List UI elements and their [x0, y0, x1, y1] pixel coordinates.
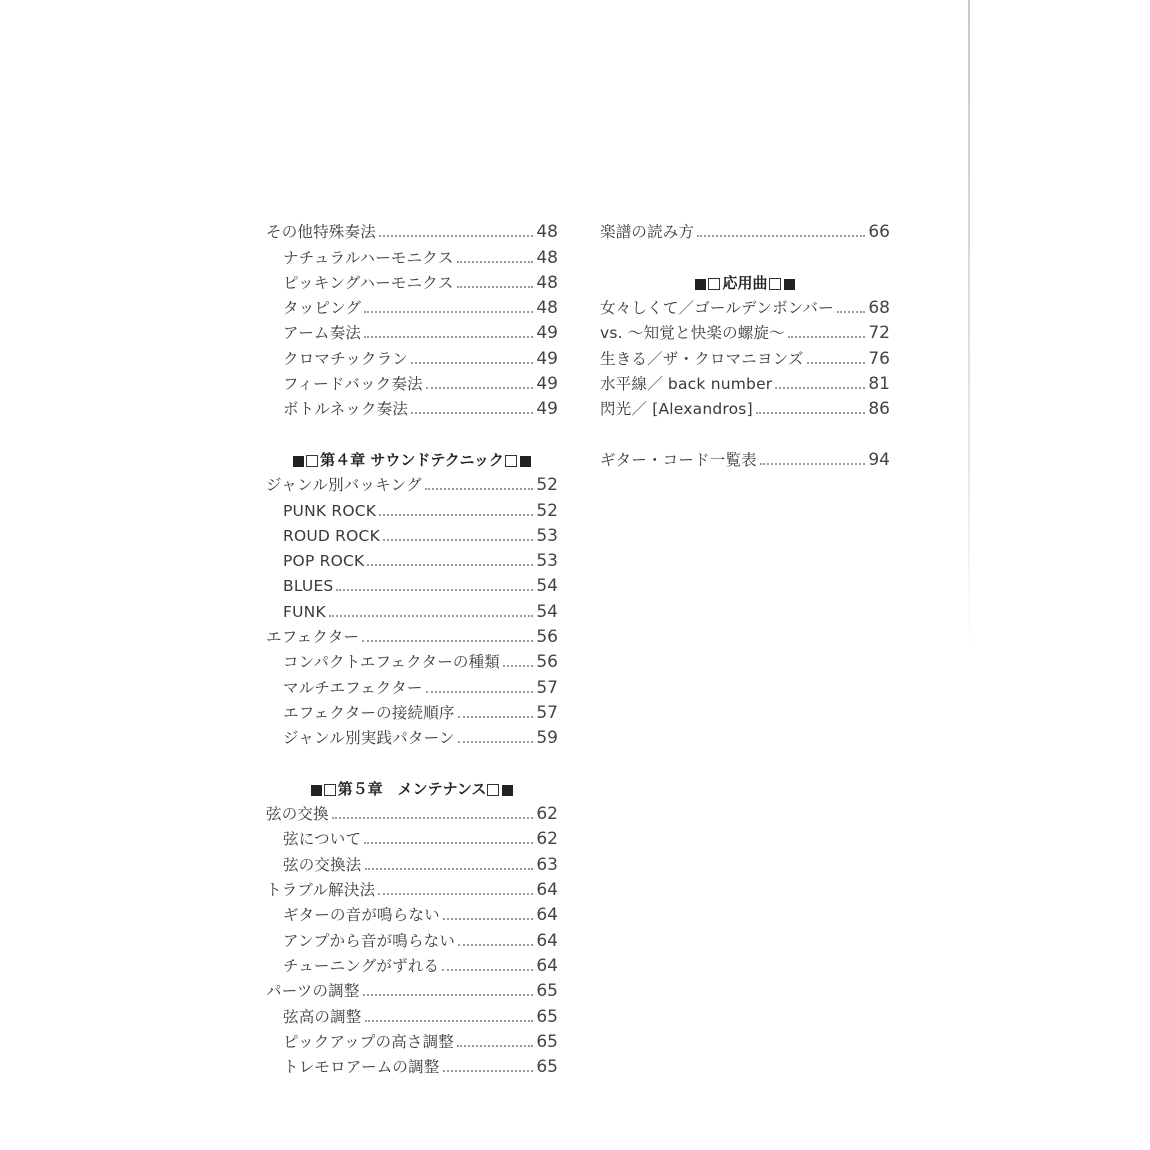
toc-entry-page-number: 56	[536, 652, 558, 673]
dot-leader	[457, 285, 534, 288]
dot-leader	[458, 715, 534, 718]
black-square-icon	[293, 456, 304, 467]
dot-leader	[457, 1044, 533, 1047]
dot-leader	[807, 361, 866, 364]
dot-leader	[426, 386, 534, 389]
toc-entry-title: FUNK	[283, 602, 326, 621]
toc-entry-page-number: 76	[868, 348, 890, 369]
toc-entry	[266, 698, 558, 723]
toc-entry-page-number: 81	[868, 374, 890, 395]
dot-leader	[365, 1019, 534, 1022]
section-heading-label: 第４章 サウンドテクニック	[320, 450, 504, 469]
dot-leader	[332, 816, 534, 819]
dot-leader	[756, 411, 866, 414]
toc-entry-page-number: 65	[536, 981, 558, 1002]
toc-entry-page-number: 59	[536, 728, 558, 749]
toc-entry-title: エフェクター	[266, 628, 360, 647]
toc-entry-title: ナチュラルハーモニクス	[283, 248, 454, 267]
toc-entry-page-number: 63	[536, 854, 558, 875]
toc-entry-title: 生きる／ザ・クロマニヨンズ	[600, 349, 804, 368]
white-square-icon	[708, 278, 720, 290]
dot-leader	[442, 968, 533, 971]
dot-leader	[383, 538, 533, 541]
toc-entry-title: PUNK ROCK	[283, 501, 377, 520]
dot-leader	[378, 892, 533, 895]
toc-entry	[600, 445, 890, 470]
toc-entry-page-number: 54	[536, 601, 558, 622]
toc-entry-page-number: 57	[536, 677, 558, 698]
toc-entry	[600, 394, 890, 419]
white-square-icon	[505, 455, 517, 467]
toc-entry	[266, 521, 558, 546]
toc-spacer	[266, 419, 558, 444]
toc-entry-page-number: 54	[536, 576, 558, 597]
toc-entry-page-number: 65	[536, 1031, 558, 1052]
dot-leader	[364, 335, 533, 338]
black-square-icon	[695, 279, 706, 290]
toc-entry-page-number: 49	[536, 374, 558, 395]
toc-entry	[600, 369, 890, 394]
toc-entry-title: vs. ～知覚と快楽の螺旋～	[600, 324, 785, 343]
toc-entry	[600, 293, 890, 318]
toc-entry-title: ギターの音が鳴らない	[283, 906, 440, 925]
toc-entry	[266, 824, 558, 849]
toc-entry-page-number: 66	[868, 222, 890, 243]
toc-entry-page-number: 64	[536, 905, 558, 926]
toc-entry	[266, 799, 558, 824]
toc-spacer	[600, 419, 890, 444]
black-square-icon	[520, 456, 531, 467]
toc-entry	[266, 875, 558, 900]
toc-entry-title: BLUES	[283, 577, 334, 596]
toc-section-heading	[600, 268, 890, 293]
toc-entry-page-number: 64	[536, 880, 558, 901]
dot-leader	[760, 462, 866, 465]
dot-leader	[503, 664, 533, 667]
toc-entry	[266, 976, 558, 1001]
white-square-icon	[306, 455, 318, 467]
toc-entry	[266, 849, 558, 874]
toc-entry-title: アンプから音が鳴らない	[283, 931, 456, 950]
toc-entry	[600, 217, 890, 242]
dot-leader	[837, 310, 866, 313]
toc-entry-title: ボトルネック奏法	[283, 400, 409, 419]
black-square-icon	[784, 279, 795, 290]
toc-entry	[266, 369, 558, 394]
toc-entry-title: 弦の交換	[266, 805, 329, 824]
dot-leader	[362, 639, 533, 642]
toc-entry-title: 弦高の調整	[283, 1007, 362, 1026]
toc-entry	[266, 470, 558, 495]
toc-entry	[266, 622, 558, 647]
black-square-icon	[502, 785, 513, 796]
toc-entry	[266, 723, 558, 748]
dot-leader	[775, 386, 865, 389]
toc-spacer	[266, 748, 558, 773]
toc-entry	[266, 217, 558, 242]
toc-entry	[266, 268, 558, 293]
page-edge-line	[968, 0, 970, 650]
toc-entry-title: 閃光／ [Alexandros]	[600, 400, 753, 419]
toc-entry-page-number: 53	[536, 551, 558, 572]
dot-leader	[365, 867, 534, 870]
toc-entry	[266, 343, 558, 368]
toc-entry-page-number: 49	[536, 323, 558, 344]
dot-leader	[329, 614, 534, 617]
toc-entry	[266, 495, 558, 520]
toc-section-heading	[266, 774, 558, 799]
toc-entry-page-number: 62	[536, 829, 558, 850]
dot-leader	[364, 310, 533, 313]
toc-entry	[600, 318, 890, 343]
toc-entry-title: マルチエフェクター	[283, 678, 423, 697]
dot-leader	[425, 487, 534, 490]
dot-leader	[363, 993, 534, 996]
toc-entry-page-number: 48	[536, 247, 558, 268]
toc-entry-title: トレモロアームの調整	[283, 1058, 440, 1077]
toc-entry-page-number: 49	[536, 399, 558, 420]
toc-entry-title: フィードバック奏法	[283, 375, 423, 394]
toc-entry-title: トラブル解決法	[266, 881, 376, 900]
toc-entry-title: チューニングがずれる	[283, 956, 440, 975]
toc-entry-title: 弦の交換法	[283, 855, 362, 874]
toc-entry	[266, 1027, 558, 1052]
white-square-icon	[324, 784, 336, 796]
dot-leader	[788, 335, 865, 338]
black-square-icon	[311, 785, 322, 796]
toc-entry-page-number: 49	[536, 348, 558, 369]
toc-entry-page-number: 64	[536, 955, 558, 976]
toc-entry-title: アーム奏法	[283, 324, 362, 343]
toc-entry-page-number: 65	[536, 1006, 558, 1027]
dot-leader	[458, 943, 533, 946]
toc-left-column	[266, 217, 558, 1077]
dot-leader	[379, 234, 533, 237]
toc-entry	[266, 1001, 558, 1026]
section-heading-label: 第５章 メンテナンス	[337, 779, 487, 798]
dot-leader	[336, 588, 533, 591]
toc-entry	[266, 546, 558, 571]
toc-entry-page-number: 94	[868, 449, 890, 470]
toc-section-heading	[266, 445, 558, 470]
white-square-icon	[487, 784, 499, 796]
toc-entry-title: パーツの調整	[266, 982, 360, 1001]
toc-entry-title: ROUD ROCK	[283, 526, 380, 545]
toc-right-column	[600, 217, 890, 470]
toc-entry	[266, 596, 558, 621]
toc-entry	[600, 343, 890, 368]
toc-entry-title: ピックアップの高さ調整	[283, 1032, 454, 1051]
dot-leader	[426, 690, 534, 693]
toc-entry-page-number: 62	[536, 804, 558, 825]
toc-entry-page-number: 53	[536, 525, 558, 546]
toc-entry-title: 弦について	[283, 830, 362, 849]
toc-entry-title: クロマチックラン	[283, 349, 409, 368]
dot-leader	[458, 740, 534, 743]
toc-entry-page-number: 52	[536, 500, 558, 521]
toc-entry-page-number: 56	[536, 627, 558, 648]
white-square-icon	[769, 278, 781, 290]
dot-leader	[411, 361, 533, 364]
toc-entry-page-number: 48	[536, 272, 558, 293]
toc-entry-title: ジャンル別実践パターン	[283, 729, 455, 748]
toc-entry-title: 女々しくて／ゴールデンボンバー	[600, 299, 834, 318]
toc-entry-title: タッピング	[283, 299, 362, 318]
toc-entry-page-number: 48	[536, 298, 558, 319]
toc-entry-page-number: 65	[536, 1057, 558, 1078]
dot-leader	[443, 917, 534, 920]
toc-entry-page-number: 52	[536, 475, 558, 496]
toc-entry	[266, 394, 558, 419]
toc-entry-title: エフェクターの接続順序	[283, 703, 455, 722]
toc-entry-title: ピッキングハーモニクス	[283, 273, 454, 292]
toc-entry	[266, 925, 558, 950]
toc-entry	[266, 900, 558, 925]
toc-entry-title: コンパクトエフェクターの種類	[283, 653, 501, 672]
dot-leader	[364, 841, 533, 844]
toc-entry	[266, 951, 558, 976]
toc-entry-title: その他特殊奏法	[266, 223, 376, 242]
toc-entry-page-number: 72	[868, 323, 890, 344]
toc-entry-page-number: 86	[868, 399, 890, 420]
toc-entry-title: ギター・コード一覧表	[600, 450, 757, 469]
toc-entry	[266, 242, 558, 267]
dot-leader	[367, 563, 533, 566]
toc-entry-title: ジャンル別バッキング	[266, 476, 422, 495]
toc-entry-page-number: 48	[536, 222, 558, 243]
toc-entry	[266, 571, 558, 596]
toc-entry-page-number: 68	[868, 298, 890, 319]
toc-entry-page-number: 57	[536, 702, 558, 723]
toc-spacer	[600, 242, 890, 267]
section-heading-label: 応用曲	[722, 273, 768, 292]
toc-entry	[266, 293, 558, 318]
toc-entry	[266, 318, 558, 343]
toc-entry-page-number: 64	[536, 930, 558, 951]
toc-entry	[266, 1052, 558, 1077]
toc-entry	[266, 647, 558, 672]
toc-entry-title: 水平線／ back number	[600, 375, 773, 394]
dot-leader	[697, 234, 865, 237]
toc-entry-title: 楽譜の読み方	[600, 223, 695, 242]
dot-leader	[457, 260, 534, 263]
dot-leader	[411, 411, 533, 414]
dot-leader	[443, 1069, 534, 1072]
toc-entry	[266, 672, 558, 697]
toc-entry-title: POP ROCK	[283, 552, 365, 571]
dot-leader	[379, 513, 533, 516]
